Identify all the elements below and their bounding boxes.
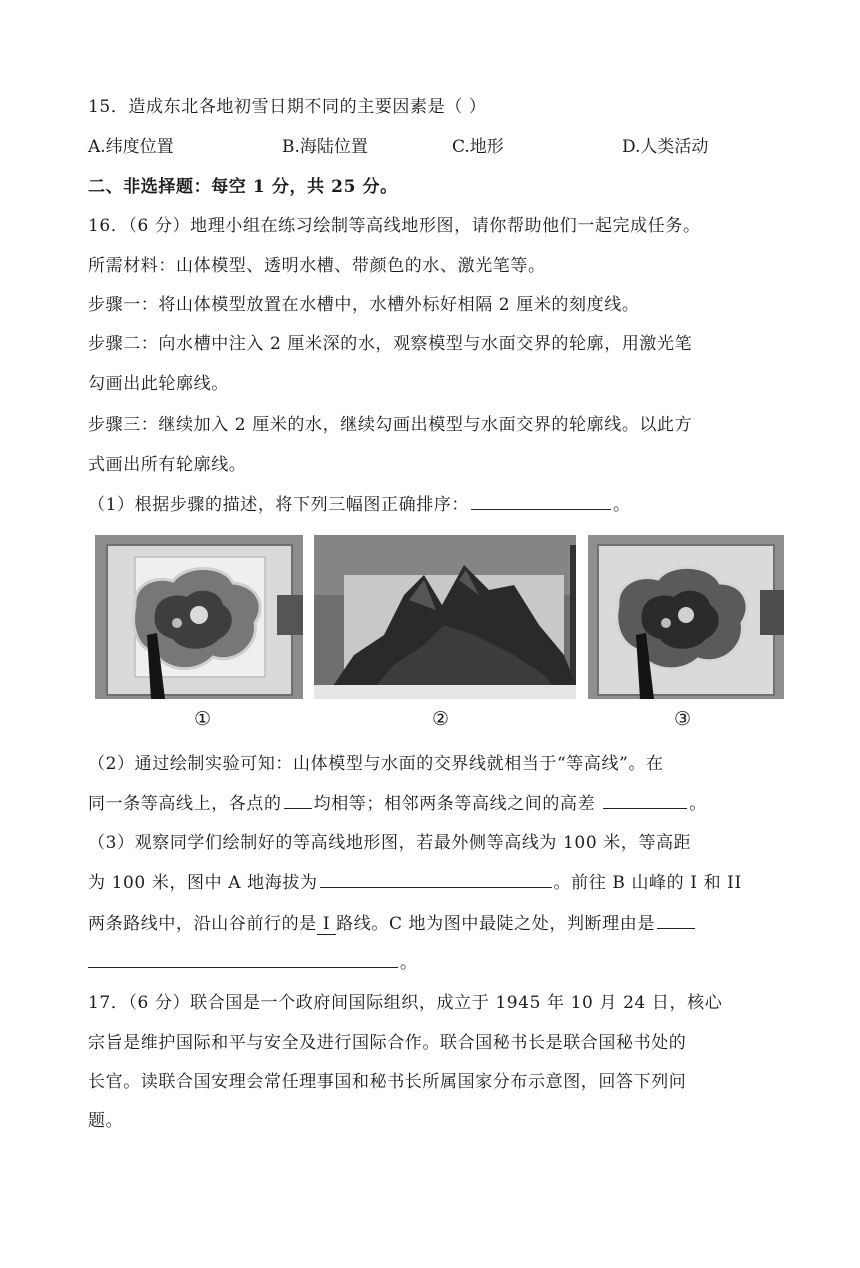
q17-line3: 长官。读联合国安理会常任理事国和秘书长所属国家分布示意图，回答下列问 xyxy=(88,1072,687,1092)
q16-sub3-c xyxy=(88,909,697,934)
q16-step3-a: 步骤三：继续加入 2 厘米的水，继续勾画出模型与水面交界的轮廓线。以此方 xyxy=(88,415,693,435)
q16-sub3-b2: 。前往 B 山峰的 I 和 II xyxy=(553,873,742,893)
q15-option-a: A.纬度位置 xyxy=(88,137,174,157)
q15-option-c: C.地形 xyxy=(452,137,504,157)
q16-step2-b: 勾画出此轮廓线。 xyxy=(88,374,229,394)
q16-sub2-blank-2 xyxy=(603,807,687,809)
q16-sub2-b3: 。 xyxy=(689,794,707,814)
photo-caption-2: ② xyxy=(432,708,450,730)
q16-sub3-b1: 为 100 米，图中 A 地海拔为 xyxy=(88,873,318,893)
q16-sub3-a: （3）观察同学们绘制好的等高线地形图，若最外侧等高线为 100 米，等高距 xyxy=(88,833,692,853)
q16-sub3-b xyxy=(88,868,742,893)
q16-sub3-blank-c xyxy=(657,927,695,929)
q17-line2: 宗旨是维护国际和平与安全及进行国际合作。联合国秘书长是联合国秘书处的 xyxy=(88,1033,687,1053)
photo-mountain-model xyxy=(314,535,576,699)
q16-sub1-answer-blank xyxy=(471,508,611,510)
q16-sub3-blank-a xyxy=(320,886,552,888)
q16-sub3-blank-d xyxy=(88,966,398,968)
q16-materials: 所需材料：山体模型、透明水槽、带颜色的水、激光笔等。 xyxy=(88,256,546,276)
q16-step3-b: 式画出所有轮廓线。 xyxy=(88,455,247,475)
q16-intro: 16．（6 分）地理小组在练习绘制等高线地形图，请你帮助他们一起完成任务。 xyxy=(88,216,701,236)
q17-line4: 题。 xyxy=(88,1111,124,1131)
q16-sub2-a: （2）通过绘制实验可知：山体模型与水面的交界线就相当于“等高线”。在 xyxy=(88,754,664,774)
q16-sub3-c2: 路线。C 地为图中最陡之处，判断理由是 xyxy=(336,914,655,934)
q16-step1: 步骤一：将山体模型放置在水槽中，水槽外标好相隔 2 厘米的刻度线。 xyxy=(88,295,640,315)
q16-sub1-end: 。 xyxy=(613,495,631,515)
q16-sub3-d xyxy=(88,948,418,973)
q16-sub2-b2: 均相等；相邻两条等高线之间的高差 xyxy=(313,794,596,814)
photo-model-low-water xyxy=(95,535,303,699)
q15-option-b: B.海陆位置 xyxy=(282,137,368,157)
q16-sub3-c1: 两条路线中，沿山谷前行的是 xyxy=(88,914,317,934)
q15-stem: 15．造成东北各地初雪日期不同的主要因素是（ ） xyxy=(88,97,487,117)
photo-caption-1: ① xyxy=(194,708,212,730)
q16-sub2-blank-1 xyxy=(284,807,312,809)
photo-model-high-water xyxy=(588,535,784,699)
q15-option-d: D.人类活动 xyxy=(622,137,709,157)
q16-sub1 xyxy=(88,490,631,515)
section2-title: 二、非选择题：每空 1 分，共 25 分。 xyxy=(88,177,398,197)
photo-caption-3: ③ xyxy=(674,708,692,730)
q16-step2-a: 步骤二：向水槽中注入 2 厘米深的水，观察模型与水面交界的轮廓，用激光笔 xyxy=(88,334,693,354)
q16-sub3-answer-route: I xyxy=(317,914,336,935)
q16-sub3-d-end: 。 xyxy=(400,953,418,973)
q16-sub1-text: （1）根据步骤的描述，将下列三幅图正确排序： xyxy=(88,495,470,515)
q16-sub2-b xyxy=(88,789,707,814)
q16-sub2-b1: 同一条等高线上，各点的 xyxy=(88,794,282,814)
q17-line1: 17．（6 分）联合国是一个政府间国际组织，成立于 1945 年 10 月 24 日，核心 xyxy=(88,993,723,1013)
